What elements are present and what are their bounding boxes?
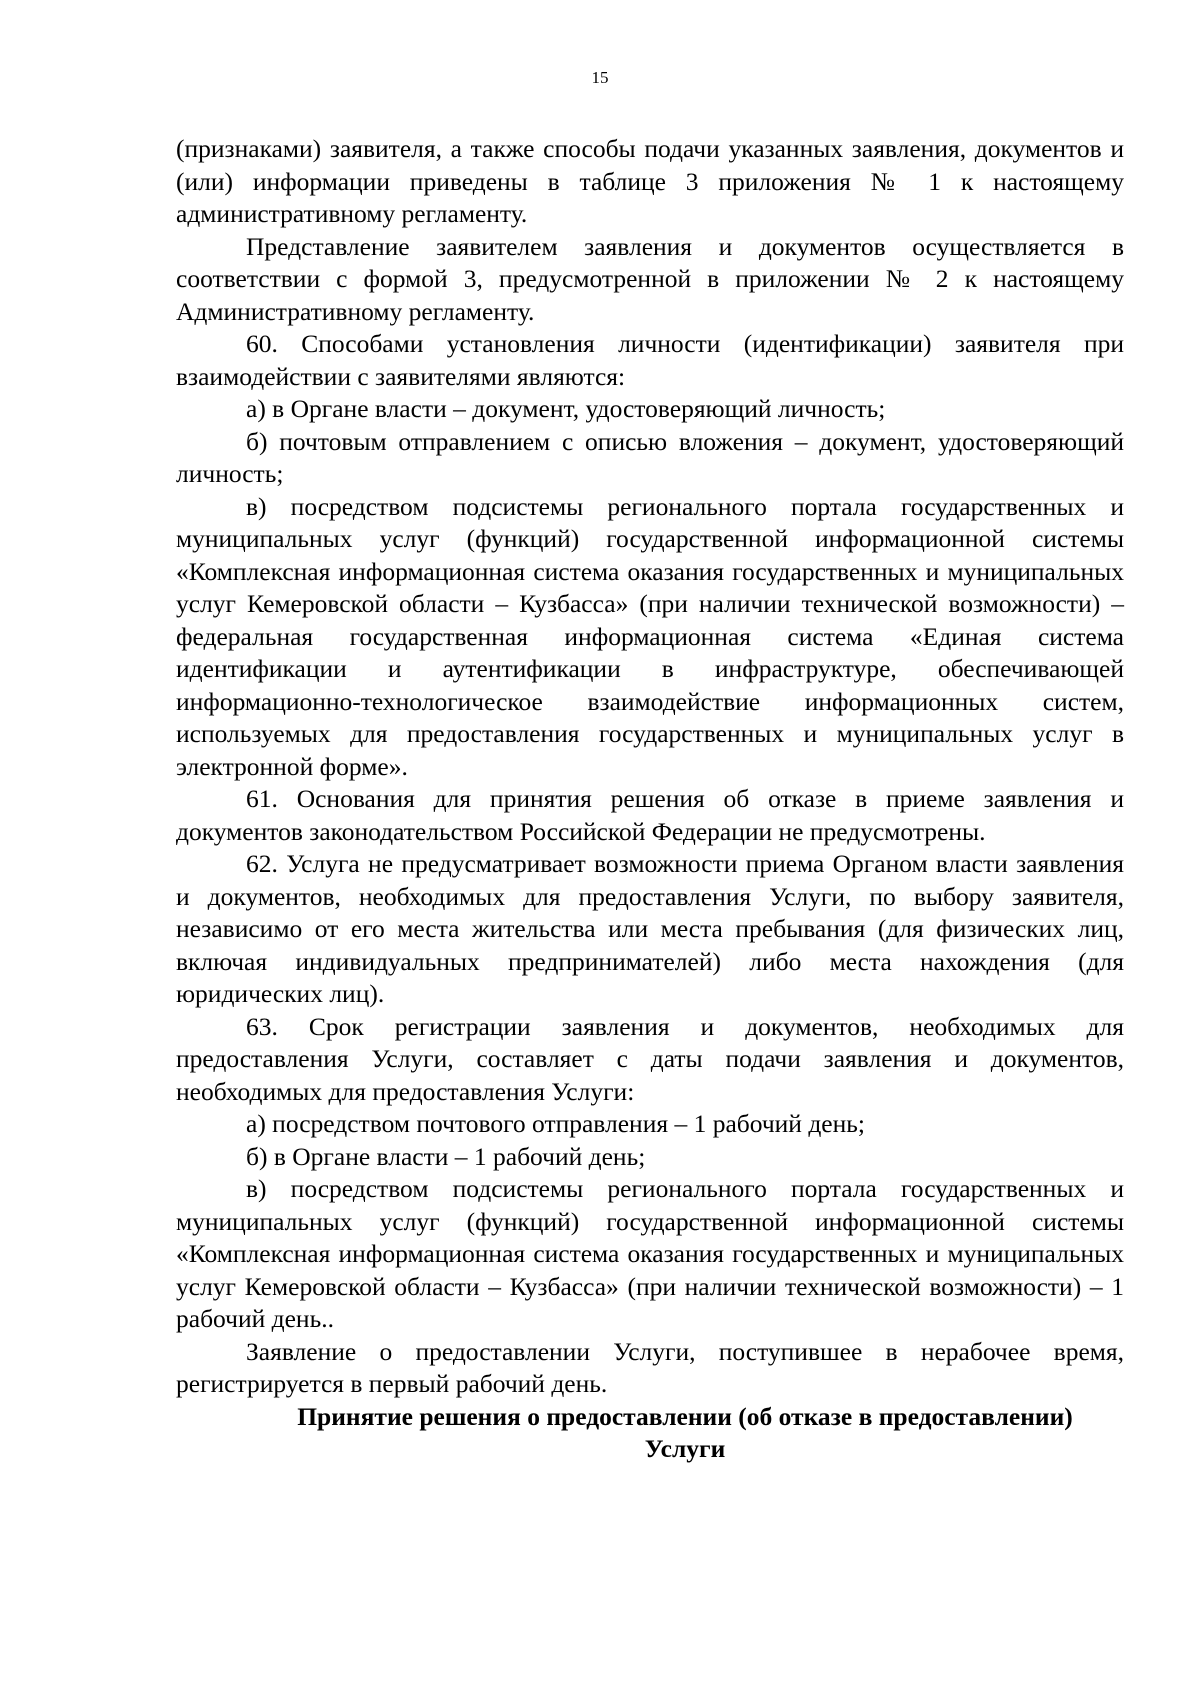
document-body [176, 133, 1124, 1466]
paragraph-62: 62. Услуга не предусматривает возможности приема Органом власти заявления и документов, необходимых для предоставления Услуги, по выбору заявителя, независимо от его места жительства или места пребывания (для физических лиц, включая индивидуальных предпринимателей) либо места нахождения (для юридических лиц). [176, 849, 1124, 1008]
paragraph-63: 63. Срок регистрации заявления и документов, необходимых для предоставления Услуги, составляет с даты подачи заявления и документов, необходимых для предоставления Услуги: [176, 1011, 1124, 1106]
paragraph-60-v: в) посредством подсистемы регионального портала государственных и муниципальных услуг (функций) государственной информационной системы «Комплексная информационная система оказания государственных и муниципальных услуг Кемеровской области – Кузбасса» (при наличии технической возможности) – федеральная государственная информационная система «Единая система идентификации и аутентификации в инфраструктуре, обеспечивающей информационно-технологическое взаимодействие информационных систем, используемых для предоставления государственных и муниципальных услуг в электронной форме». [176, 491, 1124, 781]
paragraph-60-a: а) в Органе власти – документ, удостоверяющий личность; [246, 394, 886, 423]
page-number: 15 [591, 68, 609, 87]
paragraph-continuation: (признаками) заявителя, а также способы подачи указанных заявления, документов и (или) информации приведены в таблице 3 приложения № 1 к настоящему административному регламенту. [176, 134, 1124, 228]
paragraph-60-b: б) почтовым отправлением с описью вложения – документ, удостоверяющий личность; [176, 426, 1124, 488]
paragraph-63-a: а) посредством почтового отправления – 1 рабочий день; [246, 1109, 865, 1138]
paragraph-nonworking-time: Заявление о предоставлении Услуги, поступившее в нерабочее время, регистрируется в первый рабочий день. [176, 1336, 1124, 1398]
section-heading [176, 1401, 1124, 1466]
section-heading-line2: Услуги [644, 1434, 726, 1463]
paragraph-60: 60. Способами установления личности (идентификации) заявителя при взаимодействии с заявителями являются: [176, 329, 1124, 391]
paragraph-61: 61. Основания для принятия решения об отказе в приеме заявления и документов законодательством Российской Федерации не предусмотрены. [176, 784, 1124, 846]
paragraph-submission-form: Представление заявителем заявления и документов осуществляется в соответствии с формой 3, предусмотренной в приложении № 2 к настоящему Административному регламенту. [176, 231, 1124, 326]
paragraph-63-v: в) посредством подсистемы регионального портала государственных и муниципальных услуг (функций) государственной информационной системы «Комплексная информационная система оказания государственных и муниципальных услуг Кемеровской области – Кузбасса» (при наличии технической возможности) – 1 рабочий день.. [176, 1174, 1124, 1333]
paragraph-63-b: б) в Органе власти – 1 рабочий день; [246, 1141, 646, 1171]
section-heading-line1: Принятие решения о предоставлении (об отказе в предоставлении) [297, 1401, 1073, 1431]
